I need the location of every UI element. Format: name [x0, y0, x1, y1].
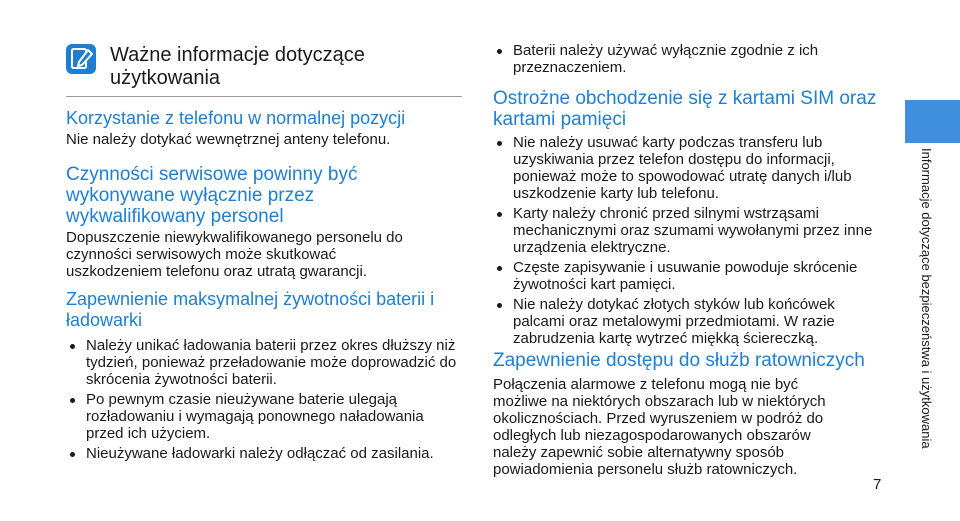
section-battery: [66, 289, 461, 465]
section-heading: Ostrożne obchodzenie się z kartami SIM oraz kartami pamięci: [493, 88, 877, 130]
section-body: Połączenia alarmowe z telefonu mogą nie być możliwe na niektórych obszarach lub w niektórych okolicznościach. Przed wyruszeniem w podróż do odległych lub niezagospodarowanych obszarów należy zapewnić sobie alternatywny sposób powiadomienia personelu służb ratowniczych.: [493, 376, 826, 478]
list-item: Częste zapisywanie i usuwanie powoduje skrócenie żywotności kart pamięci.: [493, 259, 878, 293]
bullet-list: [493, 42, 873, 76]
chapter-label: Informacje dotyczące bezpieczeństwa i użytkowania: [919, 148, 934, 449]
section-normal-position: [66, 108, 466, 148]
list-item: Należy unikać ładowania baterii przez okres dłuższy niż tydzień, ponieważ przeładowanie może doprowadzić do skrócenia żywotności baterii.: [66, 337, 461, 388]
chapter-tab: [905, 100, 960, 143]
page-title: Ważne informacje dotyczące użytkowania: [110, 44, 365, 89]
section-battery-cont: [493, 42, 873, 79]
list-item: Karty należy chronić przed silnymi wstrząsami mechanicznymi oraz szumami wywołanymi przez inne urządzenia elektryczne.: [493, 205, 878, 256]
note-pencil-icon: [66, 44, 96, 74]
page-number: 7: [873, 476, 882, 493]
bullet-list: [66, 337, 461, 462]
section-body: Dopuszczenie niewykwalifikowanego personelu do czynności serwisowych może skutkować uszkodzeniem telefonu oraz utratą gwarancji.: [66, 229, 403, 280]
section-emergency: [493, 350, 873, 478]
list-item: Po pewnym czasie nieużywane baterie ulegają rozładowaniu i wymagają ponownego naładowania przed ich użyciem.: [66, 391, 461, 442]
section-sim-cards: [493, 88, 878, 350]
section-heading: Czynności serwisowe powinny być wykonywane wyłącznie przez wykwalifikowany personel: [66, 164, 358, 227]
list-item: Nie należy dotykać złotych styków lub końcówek palcami oraz metalowymi przedmiotami. W razie zabrudzenia kartę wytrzeć miękką ściereczką.: [493, 296, 878, 347]
header-divider: [66, 96, 462, 97]
bullet-list: [493, 134, 878, 347]
section-heading: Zapewnienie dostępu do służb ratowniczych: [493, 350, 865, 371]
list-item: Nie należy usuwać karty podczas transferu lub uzyskiwania przez telefon dostępu do informacji, ponieważ może to spowodować utratę danych i/lub uszkodzenie karty lub telefonu.: [493, 134, 878, 202]
section-heading: Korzystanie z telefonu w normalnej pozycji: [66, 108, 406, 128]
section-service: [66, 164, 456, 280]
list-item: Baterii należy używać wyłącznie zgodnie z ich przeznaczeniem.: [493, 42, 873, 76]
section-body: Nie należy dotykać wewnętrznej anteny telefonu.: [66, 131, 391, 148]
section-heading: Zapewnienie maksymalnej żywotności baterii i ładowarki: [66, 289, 435, 330]
list-item: Nieużywane ładowarki należy odłączać od zasilania.: [66, 445, 461, 462]
